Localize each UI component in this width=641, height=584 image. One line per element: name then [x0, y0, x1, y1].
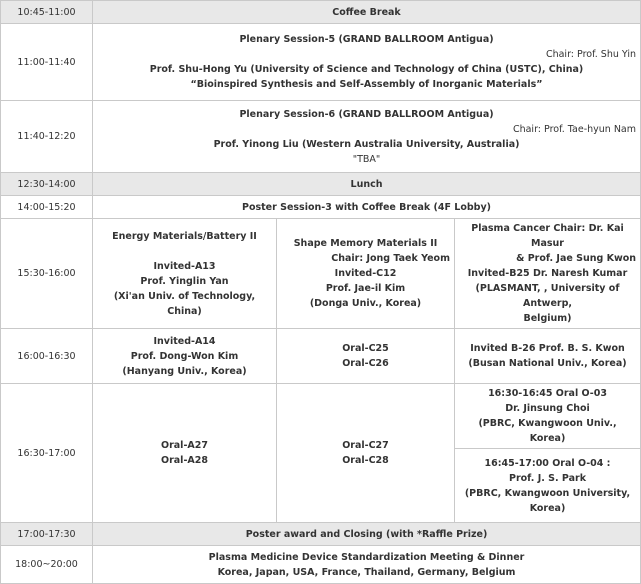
time-cell: 15:30-16:00	[1, 219, 93, 329]
session-a-oral-2: Oral-A28	[161, 455, 208, 466]
plenary-5-chair: Chair: Prof. Shu Yin	[545, 49, 637, 60]
row-award	[1, 523, 641, 546]
session-b-cochair: & Prof. Jae Sung Kwon	[516, 253, 637, 264]
session-a-speaker: Prof. Yinglin Yan	[140, 275, 229, 287]
dinner-title: Plasma Medicine Device Standardization Meeting & Dinner	[208, 551, 525, 563]
row-dinner	[1, 546, 641, 584]
session-c-code: Invited-C12	[334, 268, 397, 279]
oral-o04-affiliation: (PBRC, Kwangwoon University,	[464, 487, 631, 499]
row-poster-session	[1, 196, 641, 219]
oral-o03-affiliation: (PBRC, Kwangwoon Univ., Korea)	[478, 418, 617, 444]
plenary-5-speaker: Prof. Shu-Hong Yu (University of Science and Technology of China (USTC), China)	[149, 64, 584, 75]
oral-o04-country: Korea)	[529, 502, 566, 514]
plenary-6-title: Plenary Session-6 (GRAND BALLROOM Antigua)	[239, 108, 494, 120]
row-plenary-5	[1, 24, 641, 101]
session-a-title: Energy Materials/Battery II	[112, 230, 257, 242]
time-cell: 16:00-16:30	[1, 329, 93, 384]
row-1600	[1, 329, 641, 384]
plenary-6-speaker: Prof. Yinong Liu (Western Australia University, Australia)	[213, 138, 520, 150]
session-b-affiliation: (Busan National Univ., Korea)	[468, 358, 627, 369]
session-b-affiliation: (PLASMANT, , University of Antwerp,	[475, 283, 620, 309]
time-cell: 12:30-14:00	[1, 173, 93, 196]
session-a-speaker: Prof. Dong-Won Kim	[130, 350, 239, 362]
session-a-1600	[93, 329, 277, 384]
session-c-chair: Chair: Jong Taek Yeom	[331, 253, 450, 264]
session-c-1530	[277, 219, 455, 329]
plenary-6-cell	[93, 101, 641, 173]
coffee-break-title: Coffee Break	[93, 1, 641, 24]
session-a-affiliation: (Hanyang Univ., Korea)	[122, 365, 247, 377]
session-b-code: Invited-B25 Dr. Naresh Kumar	[467, 268, 628, 279]
session-c-title: Shape Memory Materials II	[293, 238, 438, 249]
session-b-chair-line: Plasma Cancer Chair: Dr. Kai Masur	[471, 223, 624, 249]
session-b-code: Invited B-26 Prof. B. S. Kwon	[470, 343, 625, 354]
time-cell: 14:00-15:20	[1, 196, 93, 219]
time-cell: 11:40-12:20	[1, 101, 93, 173]
session-c-oral-2: Oral-C26	[342, 358, 389, 369]
poster-session-title: Poster Session-3 with Coffee Break (4F Lobby)	[93, 196, 641, 219]
dinner-countries: Korea, Japan, USA, France, Thailand, Germany, Belgium	[217, 566, 516, 578]
row-1530	[1, 219, 641, 329]
session-c-speaker: Prof. Jae-il Kim	[325, 283, 406, 294]
session-b-country: Belgium)	[523, 313, 572, 324]
session-a-1630	[93, 384, 277, 523]
plenary-5-cell	[93, 24, 641, 101]
session-c-1630	[277, 384, 455, 523]
row-coffee-break	[1, 1, 641, 24]
session-c-oral-1: Oral-C25	[342, 343, 389, 354]
session-b-1600	[455, 329, 641, 384]
row-plenary-6	[1, 101, 641, 173]
session-b-1630-first	[455, 384, 641, 449]
row-lunch	[1, 173, 641, 196]
time-cell: 17:00-17:30	[1, 523, 93, 546]
time-cell: 18:00~20:00	[1, 546, 93, 584]
time-cell: 16:30-17:00	[1, 384, 93, 523]
session-b-1630-second	[455, 449, 641, 523]
session-a-1530	[93, 219, 277, 329]
plenary-5-title: Plenary Session-5 (GRAND BALLROOM Antigua)	[239, 34, 494, 45]
session-a-code: Invited-A14	[153, 335, 216, 347]
oral-o03-time: 16:30-16:45 Oral O-03	[488, 388, 607, 399]
time-cell: 11:00-11:40	[1, 24, 93, 101]
time-cell: 10:45-11:00	[1, 1, 93, 24]
row-1630-a	[1, 384, 641, 449]
session-c-oral-1: Oral-C27	[342, 440, 389, 451]
session-a-affiliation: (Xi'an Univ. of Technology, China)	[113, 290, 256, 317]
oral-o04-speaker: Prof. J. S. Park	[508, 472, 587, 484]
session-c-1600	[277, 329, 455, 384]
plenary-5-talk: “Bioinspired Synthesis and Self-Assembly of Inorganic Materials”	[190, 79, 543, 90]
award-title: Poster award and Closing (with *Raffle Prize)	[93, 523, 641, 546]
oral-o03-speaker: Dr. Jinsung Choi	[505, 403, 590, 414]
session-c-affiliation: (Donga Univ., Korea)	[309, 298, 422, 309]
session-c-oral-2: Oral-C28	[342, 455, 389, 466]
session-a-oral-1: Oral-A27	[161, 440, 208, 451]
lunch-title: Lunch	[93, 173, 641, 196]
plenary-6-chair: Chair: Prof. Tae-hyun Nam	[512, 123, 637, 135]
oral-o04-time: 16:45-17:00 Oral O-04 :	[484, 457, 611, 469]
session-a-code: Invited-A13	[153, 260, 216, 272]
session-b-1530	[455, 219, 641, 329]
dinner-cell	[93, 546, 641, 584]
plenary-6-talk: "TBA"	[352, 153, 381, 165]
